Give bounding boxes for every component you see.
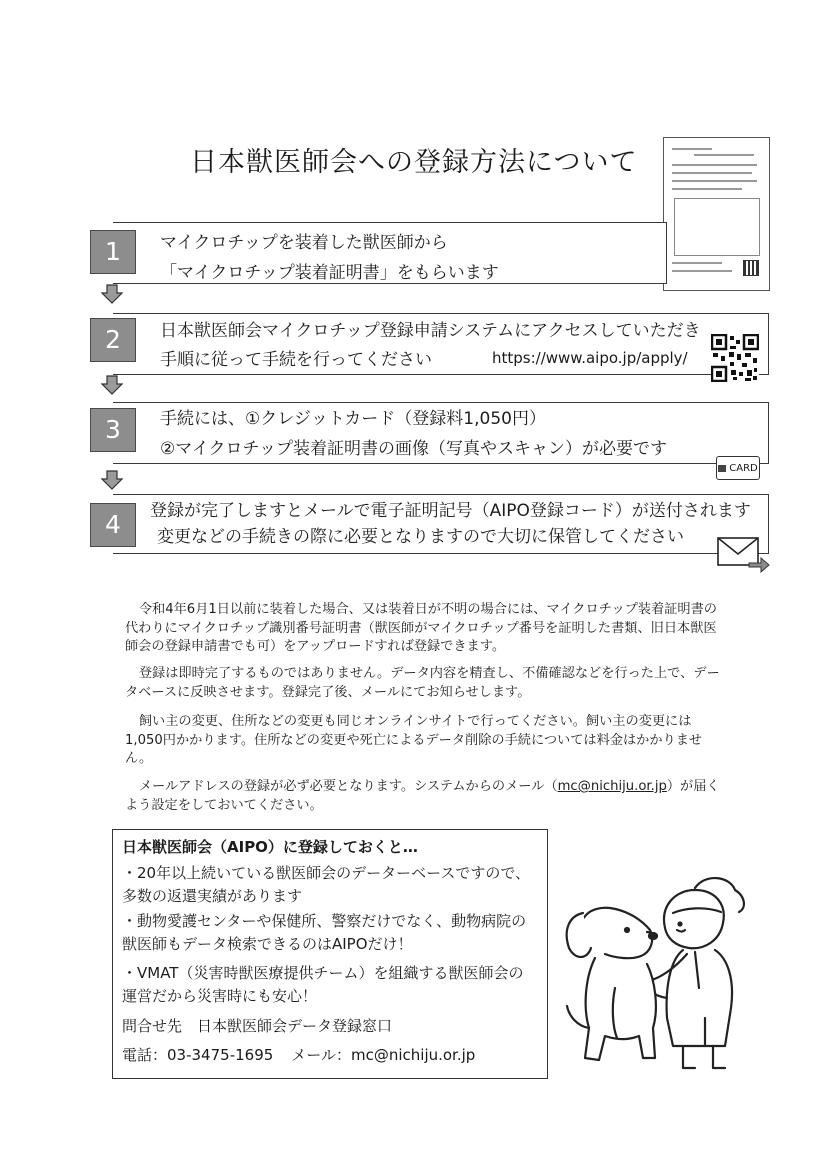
step-3-number: 3 bbox=[90, 408, 136, 452]
benefit-item: ・20年以上続いている獣医師会のデーターベースですので、多数の返還実績があります bbox=[122, 864, 531, 905]
note-paragraph-3: 飼い主の変更、住所などの変更も同じオンラインサイトで行ってください。飼い主の変更には1,050円かかります。住所などの変更や死亡によるデータ削除の手続については料金はかかりません。 bbox=[125, 714, 703, 766]
step-4-number: 4 bbox=[90, 503, 136, 547]
step-4-line-2: 変更などの手続きの際に必要となりますので大切に保管してください bbox=[157, 527, 684, 547]
certificate-thumbnail-image bbox=[663, 137, 770, 291]
credit-card-icon bbox=[716, 456, 760, 480]
contact-email[interactable]: mc@nichiju.or.jp bbox=[350, 1046, 476, 1064]
down-arrow-icon bbox=[101, 375, 123, 395]
benefits-heading: 日本獣医師会（AIPO）に登録しておくと… bbox=[122, 838, 418, 856]
contact-label: 問合せ先 日本獣医師会データ登録窓口 bbox=[122, 1017, 393, 1035]
down-arrow-icon bbox=[101, 470, 123, 490]
card-label: CARD bbox=[729, 462, 758, 474]
benefit-item: ・VMAT（災害時獣医療提供チーム）を組織する獣医師会の運営だから災害時にも安心！ bbox=[122, 964, 524, 1005]
note-paragraph-4: メールアドレスの登録が必ず必要となります。システムからのメール（mc@nichiju.or.jp）が届くよう設定をしておいてください。 bbox=[125, 779, 720, 813]
step-4-line-1: 登録が完了しますとメールで電子証明記号（AIPO登録コード）が送付されます bbox=[150, 501, 751, 521]
phone-number[interactable]: 03-3475-1695 bbox=[167, 1046, 274, 1064]
step-3-line-1: 手続には、①クレジットカード（登録料1,050円） bbox=[160, 409, 546, 429]
veterinarian-dog-illustration bbox=[555, 868, 775, 1073]
step-2-line-2: 手順に従って手続を行ってください bbox=[160, 350, 432, 370]
step-1-number: 1 bbox=[90, 230, 136, 274]
system-email-link[interactable]: mc@nichiju.or.jp bbox=[557, 779, 667, 794]
contact-phone-email: 電話：03-3475-1695 メール：mc@nichiju.or.jp bbox=[122, 1046, 476, 1064]
down-arrow-icon bbox=[101, 284, 123, 304]
step-1-line-1: マイクロチップを装着した獣医師から bbox=[160, 233, 448, 253]
qr-code-icon[interactable] bbox=[711, 334, 759, 382]
step-2-number: 2 bbox=[90, 318, 136, 362]
step-2-line-1: 日本獣医師会マイクロチップ登録申請システムにアクセスしていただき bbox=[160, 321, 701, 341]
registration-url-link[interactable]: https://www.aipo.jp/apply/ bbox=[492, 349, 688, 367]
note-paragraph-2: 登録は即時完了するものではありません。データ内容を精査し、不備確認などを行った上で、データベースに反映させます。登録完了後、メールにてお知らせします。 bbox=[125, 666, 720, 700]
benefit-item: ・動物愛護センターや保健所、警察だけでなく、動物病院の獣医師もデータ検索できるのはAIPOだけ！ bbox=[122, 912, 527, 953]
mail-envelope-icon bbox=[715, 536, 771, 574]
page-title: 日本獣医師会への登録方法について bbox=[190, 147, 638, 178]
step-3-line-2: ②マイクロチップ装着証明書の画像（写真やスキャン）が必要です bbox=[160, 439, 668, 459]
step-1-line-2: 「マイクロチップ装着証明書」をもらいます bbox=[160, 263, 499, 283]
note-paragraph-1: 令和4年6月1日以前に装着した場合、又は装着日が不明の場合には、マイクロチップ装着証明書の代わりにマイクロチップ識別番号証明書（獣医師がマイクロチップ番号を証明した書類、旧日本獣医師会の登録申請書でも可）をアップロードすれば登録できます。 bbox=[125, 602, 717, 654]
